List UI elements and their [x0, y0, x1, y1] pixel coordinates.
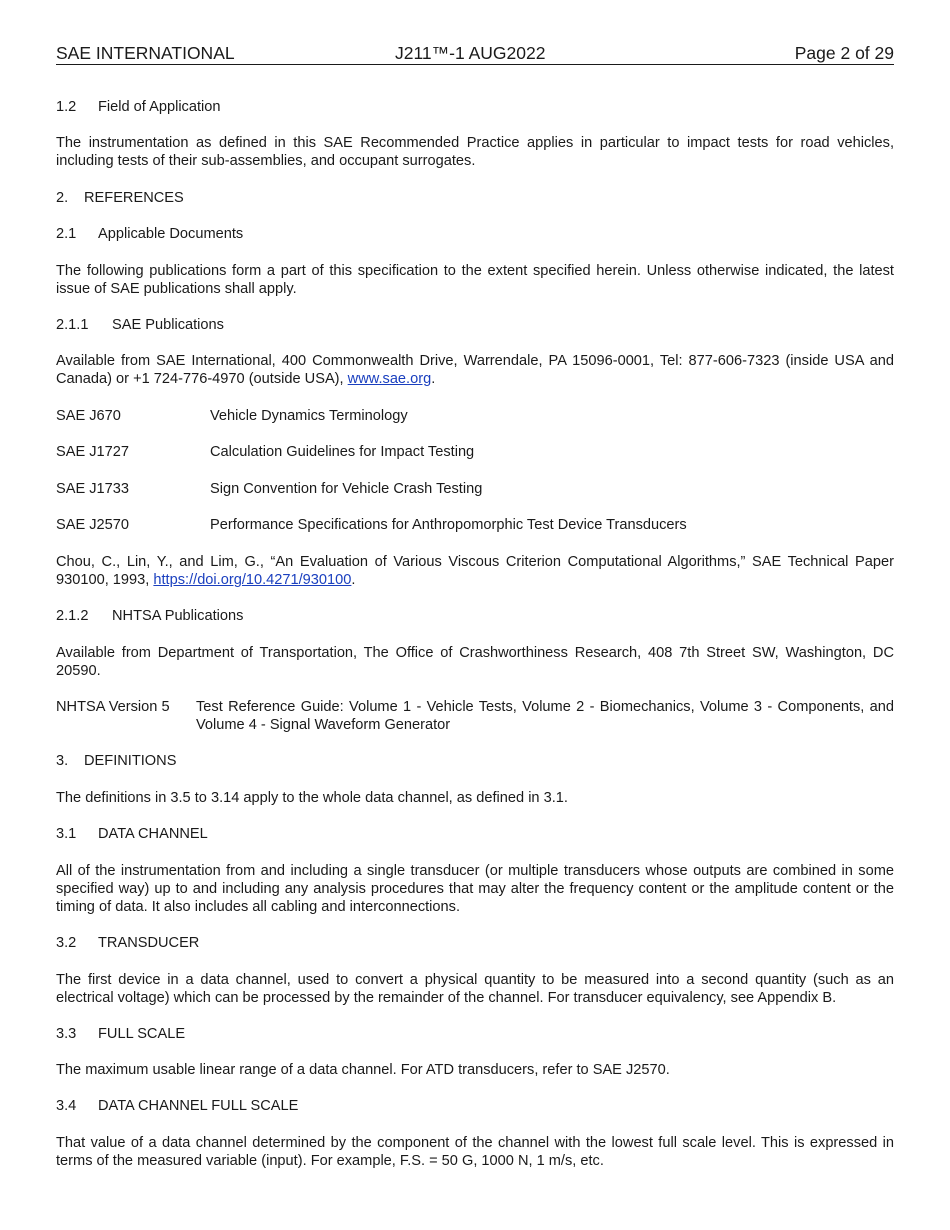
section-title: REFERENCES: [84, 190, 184, 206]
paragraph-text: Available from SAE International, 400 Commonwealth Drive, Warrendale, PA 15096-0001, Tel: 877-606-7323 (inside USA and Canada) or +1 724-776-4970 (outside USA),: [56, 353, 894, 387]
paragraph-sae-publications: [56, 352, 894, 388]
section-title: NHTSA Publications: [112, 608, 244, 624]
reference-code: SAE J670: [56, 408, 121, 424]
section-number: 2.: [56, 190, 69, 206]
paragraph-data-channel: All of the instrumentation from and including a single transducer (or multiple transducers whose outputs are combined in some specified way) up to and including any analysis procedures that may alter the frequency content or the amplitude content or the timing of data. It also includes all cabling and interconnections.: [56, 863, 894, 915]
section-number: 3.3: [56, 1026, 77, 1042]
paragraph-nhtsa-publications: Available from Department of Transportation, The Office of Crashworthiness Research, 408 7th Street SW, Washington, DC 20590.: [56, 645, 894, 679]
section-title: DATA CHANNEL FULL SCALE: [98, 1098, 299, 1114]
section-number: 3.1: [56, 826, 77, 842]
sae-website-link[interactable]: www.sae.org: [347, 371, 432, 387]
section-number: 1.2: [56, 99, 77, 115]
paragraph-field-of-application: The instrumentation as defined in this SAE Recommended Practice applies in particular to impact tests for road vehicles, including tests of their sub-assemblies, and occupant surrogates.: [56, 135, 894, 169]
section-heading-3: [56, 752, 176, 770]
paragraph-definitions: The definitions in 3.5 to 3.14 apply to the whole data channel, as defined in 3.1.: [56, 790, 568, 806]
section-heading-3-1: [56, 825, 208, 843]
section-number: 2.1.2: [56, 608, 89, 624]
header-doc-id: J211™-1 AUG2022: [395, 43, 546, 63]
reference-title: Calculation Guidelines for Impact Testing: [210, 444, 475, 460]
section-number: 3.4: [56, 1098, 77, 1114]
section-title: DATA CHANNEL: [98, 826, 208, 842]
header-page-number: Page 2 of 29: [794, 43, 894, 63]
section-title: DEFINITIONS: [84, 753, 177, 769]
section-number: 3.: [56, 753, 69, 769]
section-heading-3-4: [56, 1097, 298, 1115]
reference-title: Sign Convention for Vehicle Crash Testing: [210, 481, 483, 497]
section-heading-2-1: [56, 225, 243, 243]
section-number: 3.2: [56, 935, 77, 951]
paragraph-full-scale: The maximum usable linear range of a data channel. For ATD transducers, refer to SAE J2570.: [56, 1062, 670, 1078]
reference-title: Performance Specifications for Anthropomorphic Test Device Transducers: [210, 517, 687, 533]
reference-code: SAE J1733: [56, 481, 130, 497]
reference-title: Vehicle Dynamics Terminology: [210, 408, 408, 424]
section-number: 2.1.1: [56, 317, 89, 333]
section-title: Applicable Documents: [98, 226, 244, 242]
section-heading-2-1-1: [56, 316, 224, 334]
reference-code: SAE J1727: [56, 444, 130, 460]
paragraph-data-channel-full-scale: That value of a data channel determined by the component of the channel with the lowest full scale level. This is expressed in terms of the measured variable (input). For example, F.S. = 50 G, 1000 N, 1 m/s, etc.: [56, 1135, 894, 1169]
paragraph-chou-reference: [56, 553, 894, 589]
section-heading-3-2: [56, 934, 199, 952]
citation-text: Chou, C., Lin, Y., and Lim, G., “An Evaluation of Various Viscous Criterion Computational Algorithms,” SAE Technical Paper 930100, 1993,: [56, 554, 894, 588]
section-heading-2-1-2: [56, 607, 243, 625]
reference-code: SAE J2570: [56, 517, 130, 533]
page-header: [56, 43, 894, 65]
section-title: TRANSDUCER: [98, 935, 200, 951]
section-title: FULL SCALE: [98, 1026, 186, 1042]
section-title: SAE Publications: [112, 317, 224, 333]
reference-title: Test Reference Guide: Volume 1 - Vehicle Tests, Volume 2 - Biomechanics, Volume 3 - Components, and Volume 4 - Signal Waveform Generator: [196, 699, 894, 733]
section-heading-3-3: [56, 1025, 185, 1043]
paragraph-end: .: [431, 371, 436, 387]
reference-code: NHTSA Version 5: [56, 699, 170, 715]
doi-link[interactable]: https://doi.org/10.4271/930100: [153, 572, 352, 588]
section-heading-2: [56, 189, 184, 207]
section-title: Field of Application: [98, 99, 221, 115]
section-number: 2.1: [56, 226, 77, 242]
paragraph-transducer: The first device in a data channel, used to convert a physical quantity to be measured into a second quantity (such as an electrical voltage) which can be processed by the remainder of the channel. For transducer equivalency, see Appendix B.: [56, 972, 894, 1006]
paragraph-applicable-documents: The following publications form a part of this specification to the extent specified herein. Unless otherwise indicated, the latest issue of SAE publications shall apply.: [56, 263, 894, 297]
section-heading-1-2: [56, 98, 221, 116]
citation-end: .: [351, 572, 356, 588]
header-org: SAE INTERNATIONAL: [56, 43, 235, 63]
